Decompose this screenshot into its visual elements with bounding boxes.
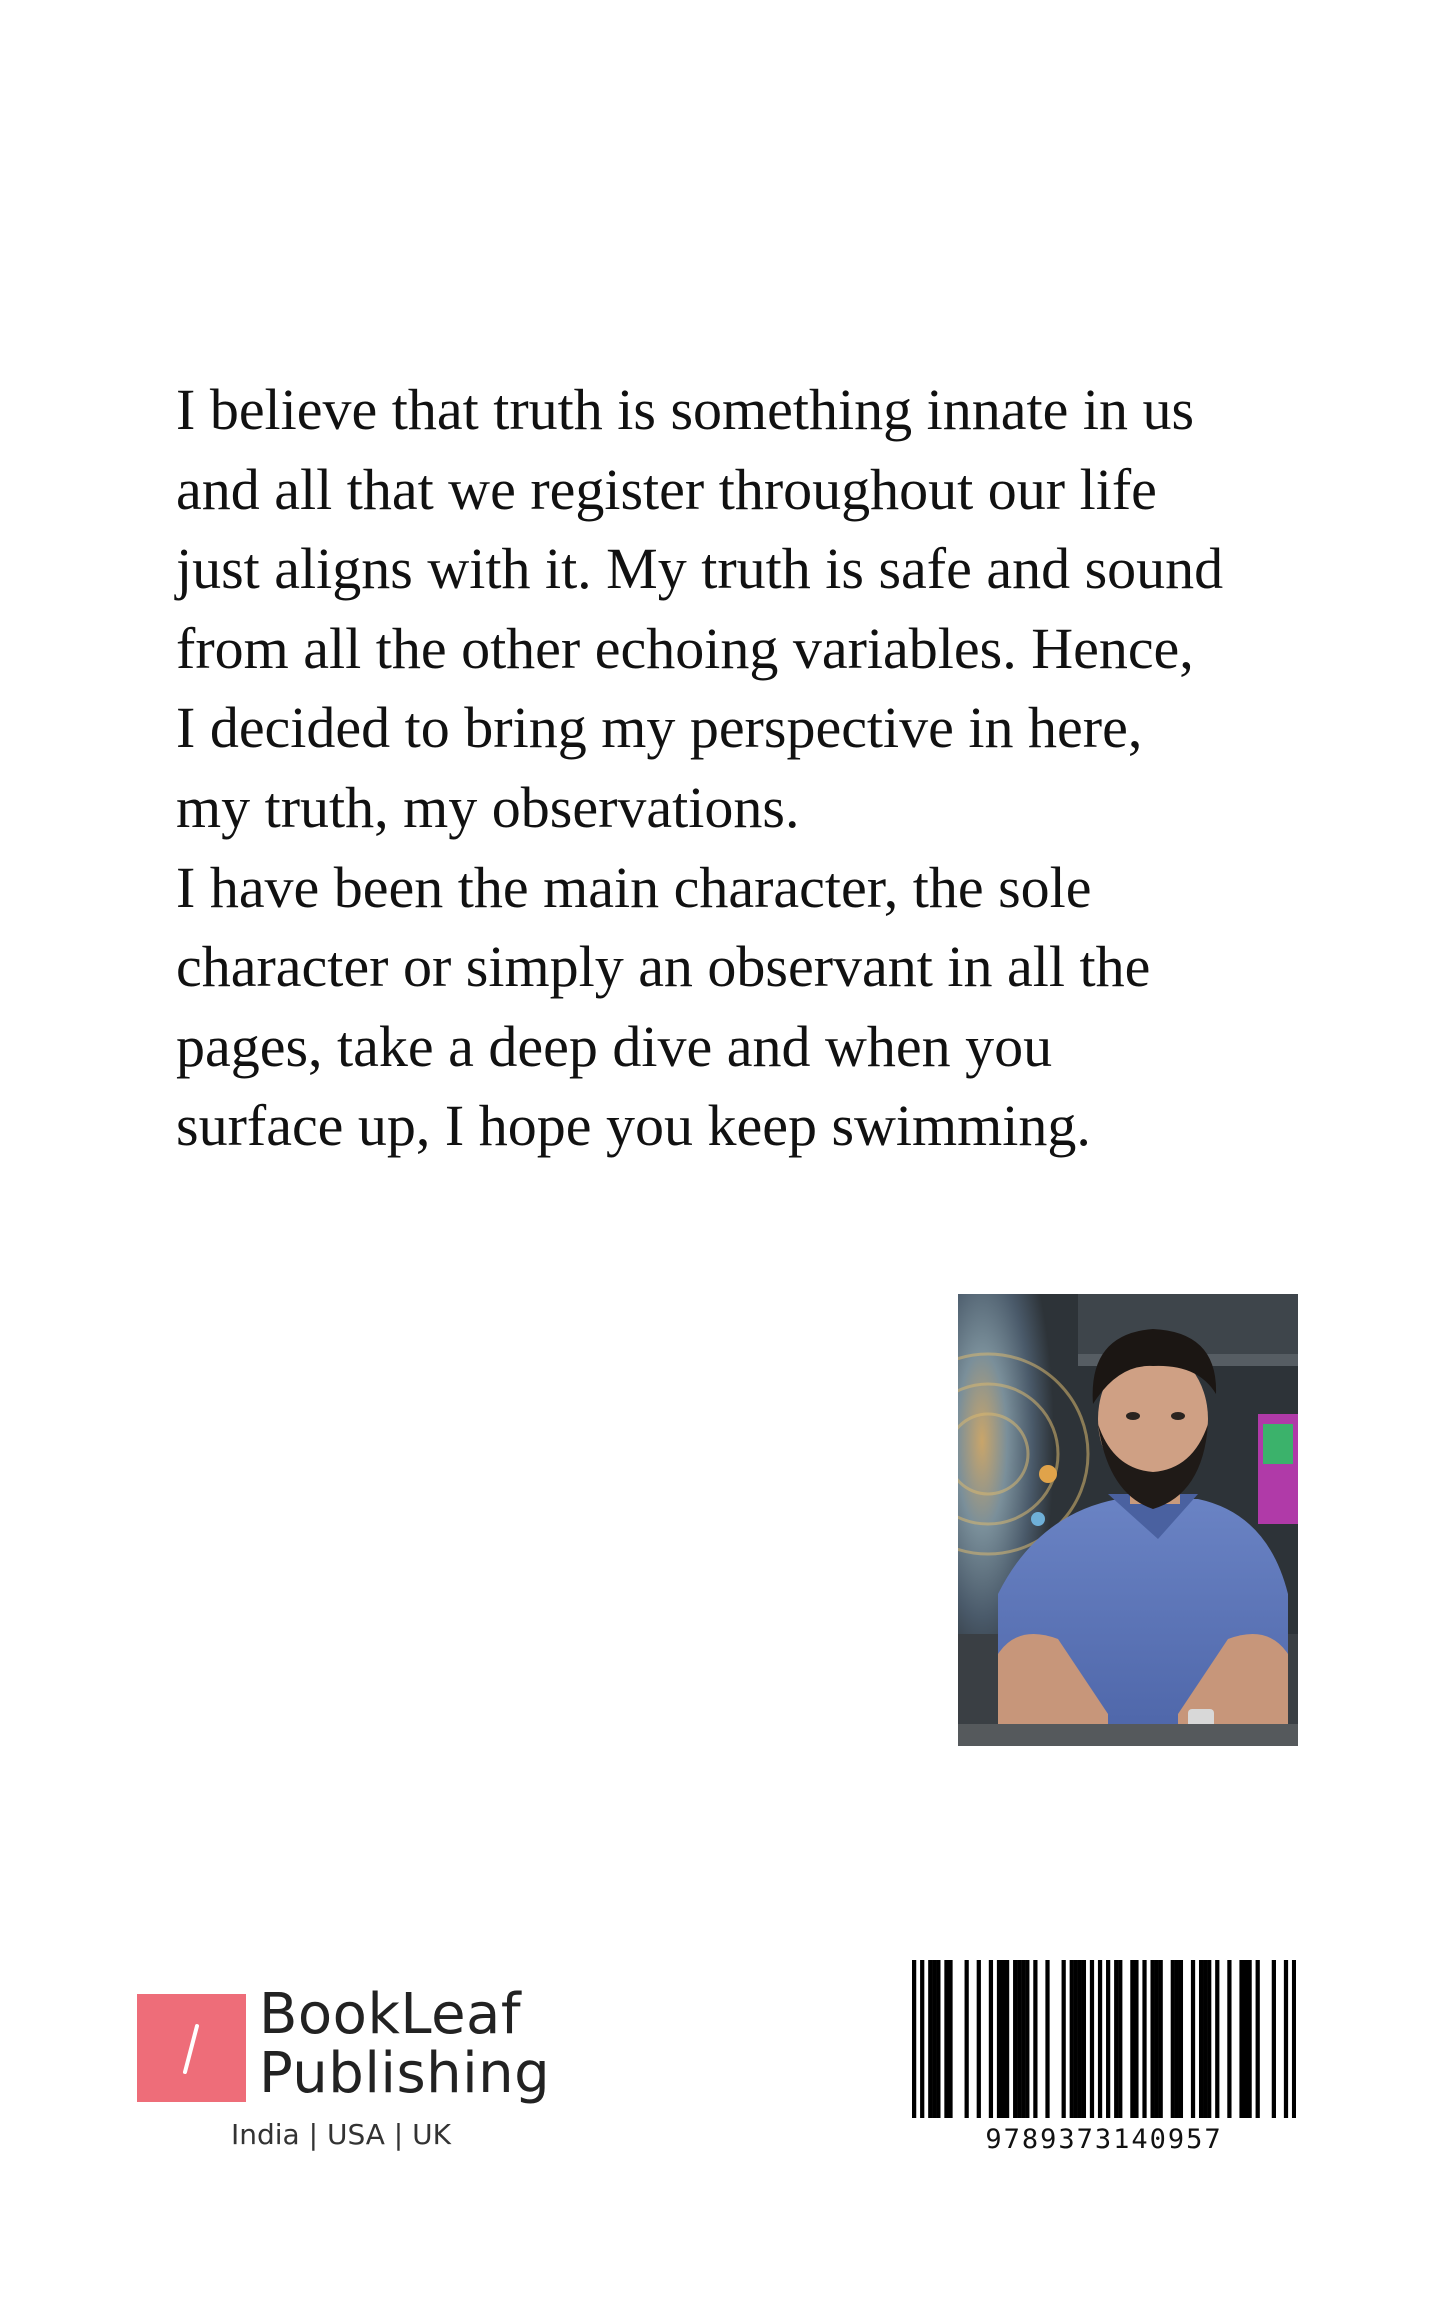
barcode-bar — [1106, 1960, 1110, 2118]
barcode-bar — [1203, 1960, 1207, 2118]
barcode-bar — [1171, 1960, 1175, 2118]
blurb-line: and all that we register throughout our life — [176, 456, 1157, 522]
barcode-bar — [1199, 1960, 1203, 2118]
barcode-bar — [1150, 1960, 1154, 2118]
barcode-bar — [1207, 1960, 1211, 2118]
barcode-bar — [1292, 1960, 1296, 2118]
barcode-bar — [1070, 1960, 1074, 2118]
barcode-bar — [1078, 1960, 1082, 2118]
barcode-bar — [1045, 1960, 1049, 2118]
barcode-bar — [1013, 1960, 1017, 2118]
barcode-bar — [920, 1960, 924, 2118]
barcode-bar — [928, 1960, 932, 2118]
back-cover-blurb — [176, 370, 1336, 1166]
barcode-bar — [944, 1960, 948, 2118]
barcode-bar — [1191, 1960, 1195, 2118]
barcode-bar — [936, 1960, 940, 2118]
author-portrait-icon — [958, 1294, 1298, 1746]
barcode-bar — [1033, 1960, 1037, 2118]
barcode-bar — [1114, 1960, 1118, 2118]
barcode-bar — [1284, 1960, 1288, 2118]
barcode-bar — [1001, 1960, 1005, 2118]
barcode-bar — [1256, 1960, 1260, 2118]
publisher-regions: India | USA | UK — [231, 2118, 451, 2151]
publisher-name-line2: Publishing — [259, 2041, 551, 2106]
barcode-bar — [977, 1960, 981, 2118]
barcode-bar — [1090, 1960, 1094, 2118]
slash-icon — [137, 1994, 246, 2102]
barcode-bar — [1134, 1960, 1138, 2118]
barcode-bar — [1005, 1960, 1009, 2118]
publisher-logo-mark — [137, 1994, 246, 2102]
author-photo — [958, 1294, 1298, 1746]
barcode-bar — [1243, 1960, 1247, 2118]
barcode-bar — [1247, 1960, 1251, 2118]
barcode-bar — [1227, 1960, 1231, 2118]
barcode-bar — [965, 1960, 969, 2118]
barcode-bar — [1130, 1960, 1134, 2118]
barcode-bar — [1155, 1960, 1159, 2118]
barcode-bar — [1074, 1960, 1078, 2118]
barcode-bar — [1082, 1960, 1086, 2118]
barcode-icon — [912, 1960, 1296, 2118]
barcode-bar — [1179, 1960, 1183, 2118]
blurb-line: character or simply an observant in all the — [176, 934, 1151, 1000]
blurb-line: I believe that truth is something innate in us — [176, 377, 1195, 442]
barcode-bar — [1098, 1960, 1102, 2118]
blurb-line: I decided to bring my perspective in here, — [176, 695, 1143, 761]
barcode-bar — [912, 1960, 916, 2118]
isbn-barcode — [912, 1960, 1296, 2155]
barcode-bar — [1272, 1960, 1276, 2118]
blurb-line: just aligns with it. My truth is safe and sound — [176, 536, 1224, 602]
barcode-bar — [989, 1960, 993, 2118]
barcode-bar — [1239, 1960, 1243, 2118]
barcode-bar — [1118, 1960, 1122, 2118]
barcode-bar — [997, 1960, 1001, 2118]
barcode-bar — [1017, 1960, 1021, 2118]
barcode-bar — [948, 1960, 952, 2118]
barcode-bar — [1062, 1960, 1066, 2118]
blurb-line: from all the other echoing variables. Hence, — [176, 615, 1194, 681]
publisher-name-line1: BookLeaf — [259, 1982, 522, 2047]
blurb-line: pages, take a deep dive and when you — [176, 1013, 1053, 1079]
barcode-bar — [1175, 1960, 1179, 2118]
blurb-line: my truth, my observations. — [176, 774, 800, 840]
blurb-line: surface up, I hope you keep swimming. — [176, 1093, 1091, 1159]
barcode-bar — [1021, 1960, 1025, 2118]
isbn-number: 9789373140957 — [985, 2124, 1223, 2155]
barcode-bar — [1215, 1960, 1219, 2118]
blurb-line: I have been the main character, the sole — [176, 854, 1092, 920]
barcode-bar — [1142, 1960, 1146, 2118]
barcode-bar — [932, 1960, 936, 2118]
barcode-bar — [1159, 1960, 1163, 2118]
barcode-bar — [1025, 1960, 1029, 2118]
